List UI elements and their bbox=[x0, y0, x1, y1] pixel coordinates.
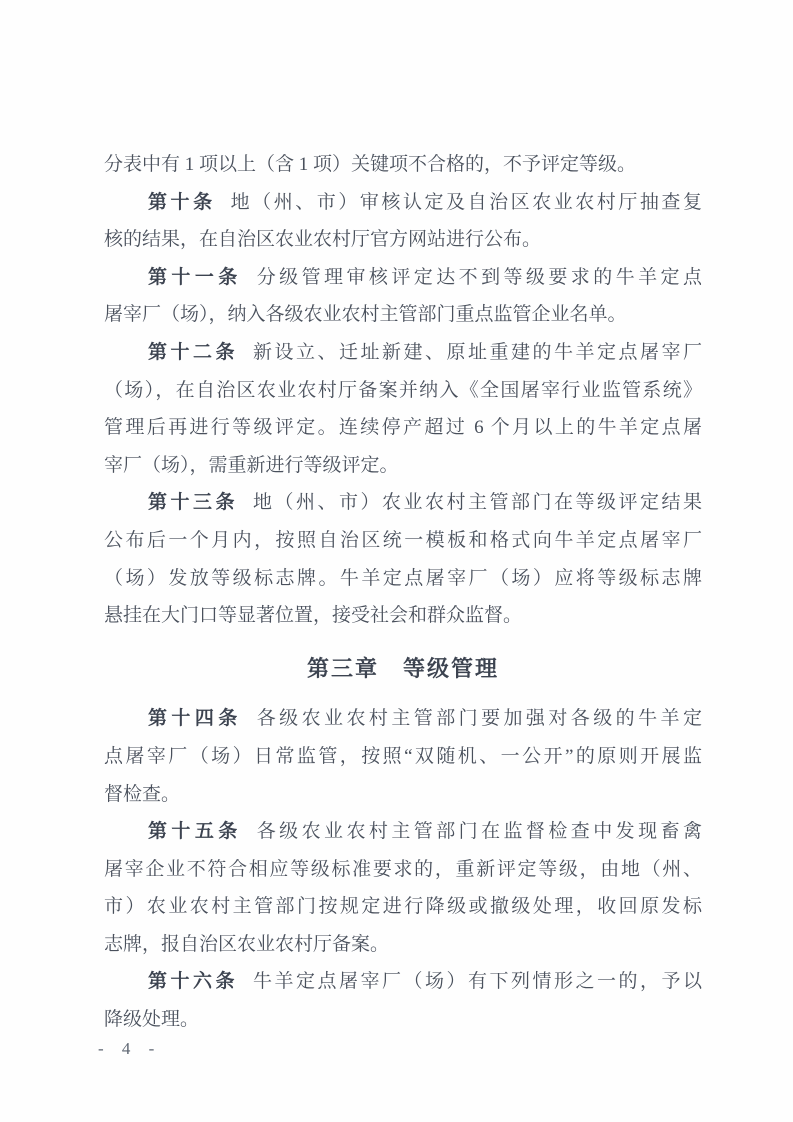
text-line-content: 屠宰厂（场），纳入各级农业农村主管部门重点监管企业名单。 bbox=[104, 304, 627, 326]
article-number-label: 第十三条 bbox=[148, 492, 238, 514]
article-number-label: 第十二条 bbox=[148, 341, 238, 363]
text-line bbox=[104, 597, 702, 635]
text-line-content: 管理后再进行等级评定。连续停产超过 6 个月以上的牛羊定点屠 bbox=[104, 417, 702, 439]
text-line-content: 志牌，报自治区农业农村厅备案。 bbox=[104, 933, 390, 955]
text-line-content: 屠宰企业不符合相应等级标准要求的，重新评定等级，由地（州、 bbox=[104, 858, 702, 880]
text-line-content: 分级管理审核评定达不到等级要求的牛羊定点 bbox=[256, 266, 702, 288]
text-line-content: 点屠宰厂（场）日常监管，按照“双随机、一公开”的原则开展监 bbox=[104, 745, 702, 767]
text-line-content: 地（州、市）农业农村主管部门在等级评定结果 bbox=[253, 492, 702, 514]
text-line-content: 市）农业农村主管部门按规定进行降级或撤级处理，收回原发标 bbox=[104, 896, 702, 918]
text-line bbox=[104, 813, 702, 851]
text-line bbox=[104, 560, 702, 598]
article-number-label: 第十四条 bbox=[148, 708, 242, 730]
page-number: - 4 - bbox=[98, 1039, 162, 1058]
chapter-heading: 第三章 等级管理 bbox=[306, 655, 499, 681]
text-line-content: 新设立、迁址新建、原址重建的牛羊定点屠宰厂 bbox=[253, 341, 702, 363]
text-line bbox=[104, 888, 702, 926]
text-line bbox=[104, 409, 702, 447]
text-line-content: （场）发放等级标志牌。牛羊定点屠宰厂（场）应将等级标志牌 bbox=[104, 567, 702, 589]
text-line bbox=[104, 776, 702, 814]
text-line-content: 督检查。 bbox=[104, 783, 181, 805]
article-number-label: 第十五条 bbox=[148, 821, 242, 843]
text-line bbox=[104, 334, 702, 372]
document-text-block bbox=[104, 146, 702, 1039]
text-line bbox=[104, 1001, 702, 1039]
article-number-label: 第十一条 bbox=[148, 266, 242, 288]
text-line bbox=[104, 146, 702, 184]
text-line bbox=[104, 221, 702, 259]
text-line bbox=[104, 447, 702, 485]
article-number-label: 第十条 bbox=[148, 191, 216, 213]
text-line bbox=[104, 372, 702, 410]
text-line bbox=[104, 926, 702, 964]
text-line bbox=[104, 184, 702, 222]
text-line bbox=[104, 963, 702, 1001]
text-line bbox=[104, 700, 702, 738]
article-number-label: 第十六条 bbox=[148, 971, 238, 993]
text-line-content: 地（州、市）审核认定及自治区农业农村厅抽查复 bbox=[230, 191, 702, 213]
text-line bbox=[104, 259, 702, 297]
text-line-content: 降级处理。 bbox=[104, 1009, 200, 1031]
text-line-content: 牛羊定点屠宰厂（场）有下列情形之一的，予以 bbox=[253, 971, 702, 993]
text-line bbox=[104, 738, 702, 776]
text-line bbox=[104, 484, 702, 522]
text-line bbox=[104, 522, 702, 560]
text-line-content: 宰厂（场），需重新进行等级评定。 bbox=[104, 454, 399, 476]
text-line-content: 悬挂在大门口等显著位置，接受社会和群众监督。 bbox=[104, 605, 523, 627]
text-line-content: 分表中有 1 项以上（含 1 项）关键项不合格的，不予评定等级。 bbox=[104, 154, 637, 175]
text-line-content: （场），在自治区农业农村厅备案并纳入《全国屠宰行业监管系统》 bbox=[104, 379, 702, 401]
text-line bbox=[104, 296, 702, 334]
text-line-content: 各级农业农村主管部门要加强对各级的牛羊定 bbox=[256, 708, 702, 730]
text-line-content: 核的结果，在自治区农业农村厅官方网站进行公布。 bbox=[104, 229, 542, 251]
text-line-content: 各级农业农村主管部门在监督检查中发现畜禽 bbox=[256, 821, 702, 843]
text-line bbox=[104, 851, 702, 889]
text-line-content: 公布后一个月内，按照自治区统一模板和格式向牛羊定点屠宰厂 bbox=[104, 529, 702, 551]
